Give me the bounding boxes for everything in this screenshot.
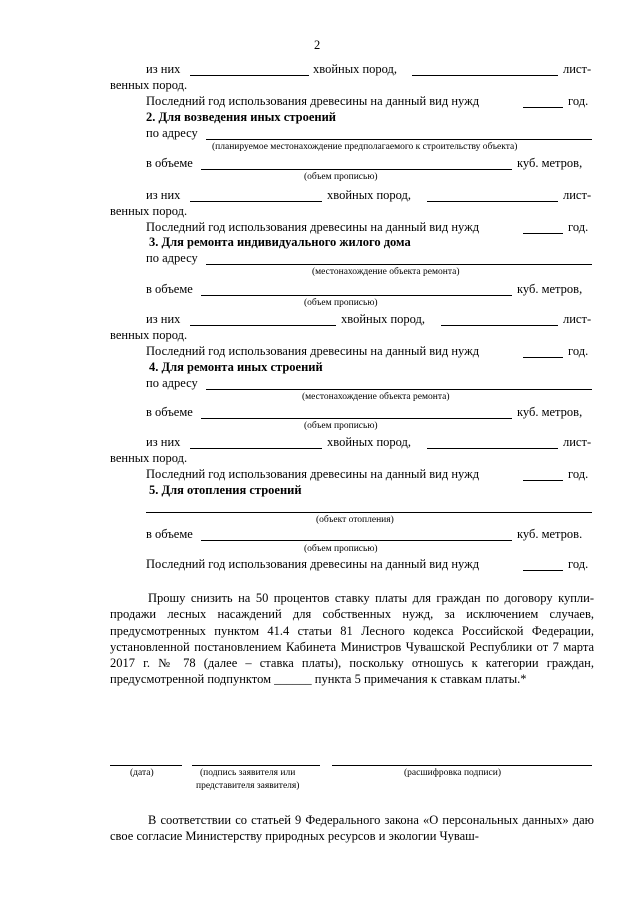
label-coniferous: хвойных пород,: [313, 62, 398, 76]
label-last-year: Последний год использования древесины на данный вид нужд: [146, 467, 480, 481]
label-list-a: лист-: [563, 435, 592, 449]
label-iz-nih: из них: [146, 312, 181, 326]
field-year-line[interactable]: [523, 480, 563, 481]
field-coniferous-line[interactable]: [190, 75, 309, 76]
label-god: год.: [568, 467, 589, 481]
caption-signature-decode: (расшифровка подписи): [404, 768, 501, 778]
label-list-a: лист-: [563, 62, 592, 76]
caption-volume: (объем прописью): [304, 544, 378, 554]
label-god: год.: [568, 344, 589, 358]
label-coniferous: хвойных пород,: [327, 188, 412, 202]
label-god: год.: [568, 557, 589, 571]
field-year-line[interactable]: [523, 233, 563, 234]
label-po-adresu: по адресу: [146, 126, 198, 140]
section-3-title: 3. Для ремонта индивидуального жилого дома: [149, 235, 411, 249]
section-5-title: 5. Для отопления строений: [149, 483, 302, 497]
label-list-b: венных пород.: [110, 78, 188, 92]
label-last-year: Последний год использования древесины на данный вид нужд: [146, 557, 480, 571]
label-v-obeme: в объеме: [146, 156, 193, 170]
field-signature-decode-line[interactable]: [332, 765, 592, 766]
caption-date: (дата): [130, 768, 154, 778]
label-coniferous: хвойных пород,: [327, 435, 412, 449]
field-deciduous-line[interactable]: [412, 75, 558, 76]
caption-signature-line2: представителя заявителя): [196, 781, 300, 791]
label-last-year: Последний год использования древесины на данный вид нужд: [146, 94, 480, 108]
field-coniferous-line[interactable]: [190, 201, 322, 202]
consent-text: В соответствии со статьей 9 Федерального закона «О персональных данных» даю свое согласие Министерству природных ресурсов и экологии Чуваш-: [110, 813, 594, 844]
field-year-line[interactable]: [523, 357, 563, 358]
field-year-line[interactable]: [523, 107, 563, 108]
page-number: 2: [314, 38, 321, 52]
caption-address: (местонахождение объекта ремонта): [302, 392, 450, 402]
label-god: год.: [568, 94, 589, 108]
field-deciduous-line[interactable]: [427, 448, 558, 449]
field-signature-line[interactable]: [192, 765, 320, 766]
caption-volume: (объем прописью): [304, 421, 378, 431]
caption-heating-object: (объект отопления): [316, 515, 394, 525]
label-iz-nih: из них: [146, 435, 181, 449]
request-text: Прошу снизить на 50 процентов ставку платы для граждан по договору купли-продажи лесных насаждений для собственных нужд, за исключением случаев, предусмотренных пунктом 41.4 статьи 81 Лесного кодекса Российской Федерации, установленной постановлением Кабинета Министров Чувашской Республики от 7 марта 2017 г. № 78 (далее – ставка платы), поскольку отношусь к категории граждан, предусмотренной подпунктом ______ пункта 5 примечания к ставкам платы.*: [110, 591, 594, 687]
field-address-line[interactable]: [206, 264, 592, 265]
field-volume-line[interactable]: [201, 418, 512, 419]
field-volume-line[interactable]: [201, 169, 512, 170]
label-po-adresu: по адресу: [146, 251, 198, 265]
label-kub: куб. метров,: [517, 282, 583, 296]
field-coniferous-line[interactable]: [190, 448, 322, 449]
caption-address: (планируемое местонахождение предполагаемого к строительству объекта): [212, 142, 518, 152]
section-2-title: 2. Для возведения иных строений: [146, 110, 336, 124]
caption-volume: (объем прописью): [304, 172, 378, 182]
consent-paragraph: [110, 812, 594, 845]
caption-volume: (объем прописью): [304, 298, 378, 308]
field-year-line[interactable]: [523, 570, 563, 571]
field-heating-object-line[interactable]: [146, 512, 592, 513]
label-kub: куб. метров,: [517, 156, 583, 170]
label-list-b: венных пород.: [110, 328, 188, 342]
field-date-line[interactable]: [110, 765, 182, 766]
caption-signature-line1: (подпись заявителя или: [200, 768, 296, 778]
field-volume-line[interactable]: [201, 540, 512, 541]
label-list-a: лист-: [563, 312, 592, 326]
label-po-adresu: по адресу: [146, 376, 198, 390]
section-4-title: 4. Для ремонта иных строений: [149, 360, 323, 374]
label-coniferous: хвойных пород,: [341, 312, 426, 326]
caption-address: (местонахождение объекта ремонта): [312, 267, 460, 277]
label-kub-end: куб. метров.: [517, 527, 583, 541]
field-address-line[interactable]: [206, 139, 592, 140]
field-address-line[interactable]: [206, 389, 592, 390]
field-deciduous-line[interactable]: [427, 201, 558, 202]
request-paragraph: [110, 590, 594, 688]
label-kub: куб. метров,: [517, 405, 583, 419]
label-last-year: Последний год использования древесины на данный вид нужд: [146, 220, 480, 234]
label-list-a: лист-: [563, 188, 592, 202]
label-god: год.: [568, 220, 589, 234]
label-list-b: венных пород.: [110, 451, 188, 465]
label-v-obeme: в объеме: [146, 527, 193, 541]
field-coniferous-line[interactable]: [190, 325, 336, 326]
label-list-b: венных пород.: [110, 204, 188, 218]
label-iz-nih: из них: [146, 188, 181, 202]
label-v-obeme: в объеме: [146, 405, 193, 419]
field-volume-line[interactable]: [201, 295, 512, 296]
label-last-year: Последний год использования древесины на данный вид нужд: [146, 344, 480, 358]
label-iz-nih: из них: [146, 62, 181, 76]
field-deciduous-line[interactable]: [441, 325, 558, 326]
label-v-obeme: в объеме: [146, 282, 193, 296]
